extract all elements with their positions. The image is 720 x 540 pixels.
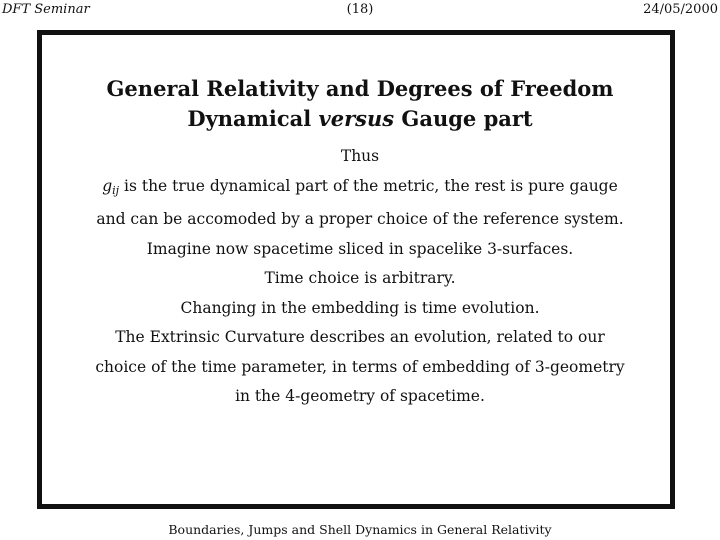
body-line-5: Time choice is arbitrary. (264, 269, 456, 287)
body-line-2 (0, 172, 720, 206)
body-line-8: choice of the time parameter, in terms of embedding of 3-geometry (95, 357, 625, 376)
body-line-3: and can be accomoded by a proper choice of the reference system. (96, 210, 624, 228)
body-line-9: in the 4-geometry of spacetime. (235, 387, 485, 405)
title-line-2 (0, 104, 720, 134)
title-part-versus: versus (318, 106, 395, 131)
date: 24/05/2000 (643, 2, 718, 17)
page-header (0, 0, 720, 22)
body-line-6: Changing in the embedding is time evolution. (180, 298, 540, 317)
page-footer: Boundaries, Jumps and Shell Dynamics in General Relativity (168, 522, 552, 537)
seminar-name: DFT Seminar (2, 2, 90, 17)
body-line-7: The Extrinsic Curvature describes an evolution, related to our (115, 328, 605, 346)
metric-subscript: ij (112, 183, 120, 197)
slide-body (0, 142, 720, 412)
title-part-gauge: Gauge part (394, 106, 533, 131)
body-line-1: Thus (340, 147, 380, 165)
metric-symbol: g (102, 176, 113, 195)
body-line-4: Imagine now spacetime sliced in spacelike 3-surfaces. (146, 239, 574, 258)
body-line-2-text: is the true dynamical part of the metric, the rest is pure gauge (119, 176, 618, 195)
slide-title (0, 74, 720, 134)
title-part-dynamical: Dynamical (187, 106, 319, 131)
page-number: (18) (346, 2, 374, 17)
title-line-1: General Relativity and Degrees of Freedom (106, 76, 614, 101)
